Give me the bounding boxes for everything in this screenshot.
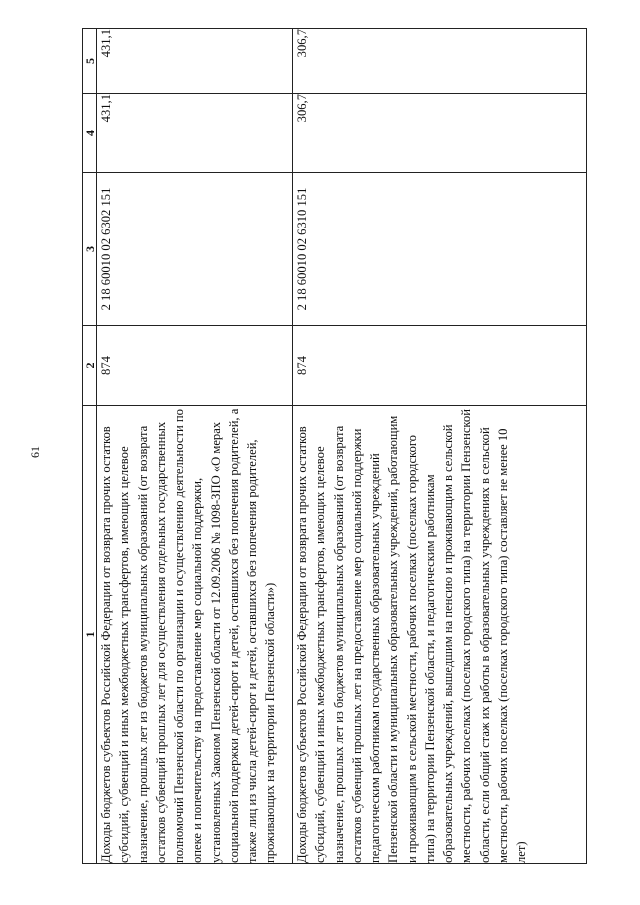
column-header-5: 5 bbox=[83, 29, 97, 94]
row-kbk-code: 2 18 60010 02 6310 151 bbox=[293, 173, 587, 326]
row-description: Доходы бюджетов субъектов Российской Федерации от возврата прочих остатков субсидий, субвенций и иных межбюджетных трансфертов, имеющих целевое назначение, прошлых лет из бюджетов муниципальных образований (от возврата остатков субвенций прошлых лет на предоставление мер социальной поддержки педагогическим работникам государственных образовательных учреждений Пензенской области и муниципальных образовательных учреждений, работающим и проживающим в сельской местности, рабочих поселках (поселках городского типа) на территории Пензенской области, и педагогическим работникам образовательных учреждений, вышедшим на пенсию и проживающим в сельской местности, рабочих поселках (поселках городского типа) на территории Пензенской области, если общий стаж их работы в образовательных учреждениях в сельской местности, рабочих поселках (поселках городского типа) составляет не менее 10 лет) bbox=[293, 406, 587, 864]
column-header-4: 4 bbox=[83, 94, 97, 173]
page-number: 61 bbox=[28, 446, 42, 458]
row-admin-code: 874 bbox=[97, 326, 293, 406]
column-header-2: 2 bbox=[83, 326, 97, 406]
row-value-col4: 431,1 bbox=[97, 94, 293, 173]
table-row bbox=[97, 29, 293, 864]
column-header-1: 1 bbox=[83, 406, 97, 864]
row-value-col5: 306,7 bbox=[293, 29, 587, 94]
budget-table bbox=[82, 28, 587, 864]
row-description: Доходы бюджетов субъектов Российской Федерации от возврата прочих остатков субсидий, субвенций и иных межбюджетных трансфертов, имеющих целевое назначение, прошлых лет из бюджетов муниципальных образований (от возврата остатков субвенций прошлых лет для осуществления отдельных государственных полномочий Пензенской области по организации и осуществлению деятельности по опеке и попечительству на предоставление мер социальной поддержки, установленных Законом Пензенской области от 12.09.2006 № 1098-ЗПО «О мерах социальной поддержки детей-сирот и детей, оставшихся без попечения родителей, а также лиц из числа детей-сирот и детей, оставшихся без попечения родителей, проживающих на территории Пензенской области») bbox=[97, 406, 293, 864]
table-header-row bbox=[83, 29, 97, 864]
budget-table-container bbox=[82, 29, 587, 864]
column-header-3: 3 bbox=[83, 173, 97, 326]
row-kbk-code: 2 18 60010 02 6302 151 bbox=[97, 173, 293, 326]
row-value-col4: 306,7 bbox=[293, 94, 587, 173]
row-value-col5: 431,1 bbox=[97, 29, 293, 94]
table-row bbox=[293, 29, 587, 864]
row-admin-code: 874 bbox=[293, 326, 587, 406]
